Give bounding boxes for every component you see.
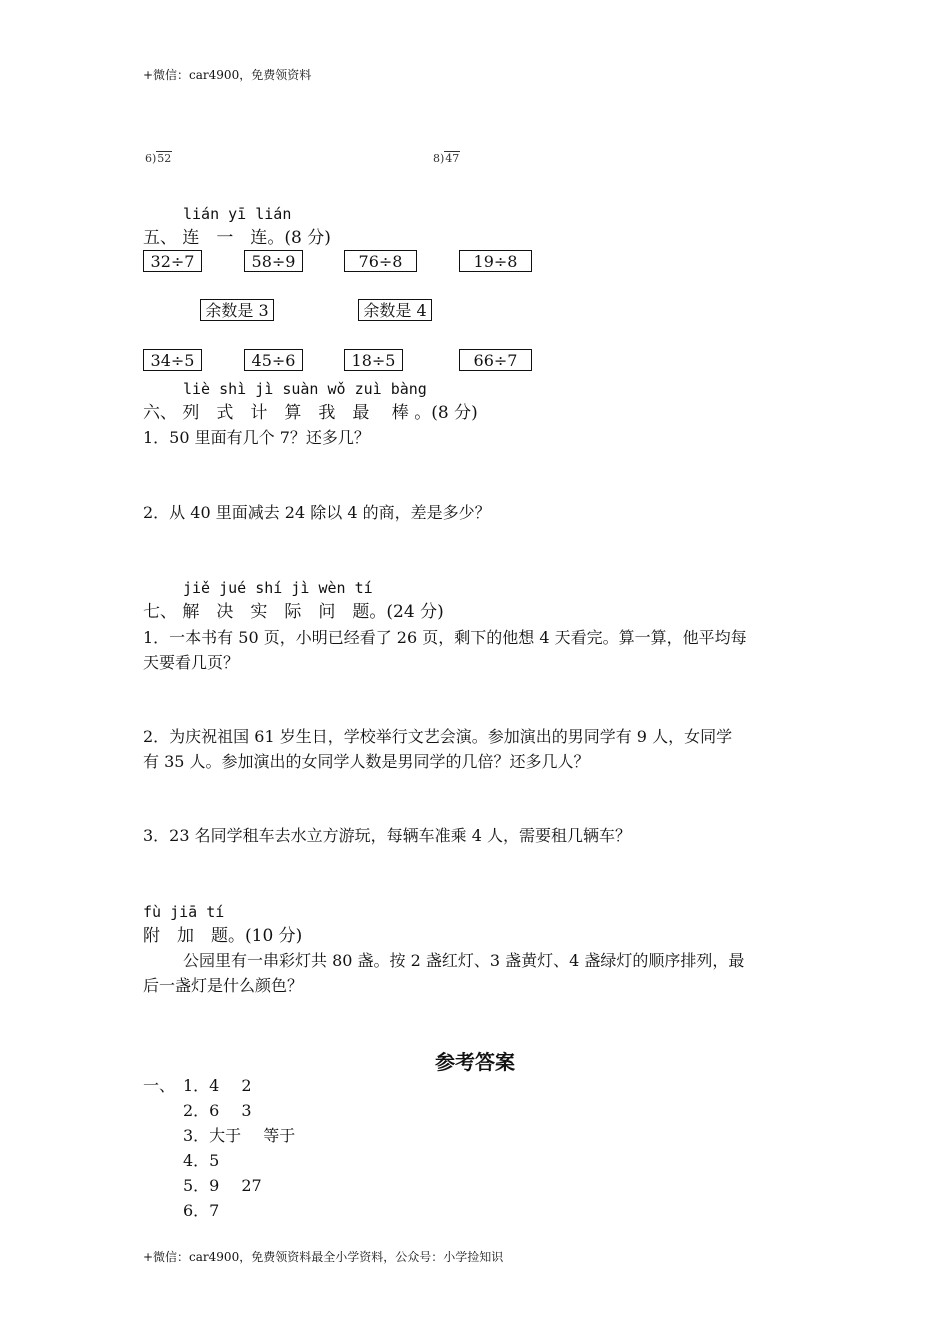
answers-section-prefix: 一、	[143, 1076, 176, 1095]
dividend: 52	[157, 152, 172, 165]
bonus-pinyin: fù jiā tí	[143, 903, 225, 921]
section7-question-1-line2: 天要看几页？	[143, 653, 240, 672]
divisor: 6	[145, 152, 152, 165]
section5-title: 五、 连 一 连。(8 分)	[143, 228, 331, 248]
section5-pinyin: lián yī lián	[183, 205, 292, 223]
long-division-1: 6)52	[145, 152, 172, 165]
match-box-remainder-4[interactable]: 余数是 4	[358, 299, 432, 321]
dividend: 47	[445, 152, 460, 165]
answer-num: 2．6	[183, 1101, 220, 1120]
answer-num: 1．4	[183, 1076, 220, 1095]
match-box-bottom-1[interactable]: 34÷5	[143, 349, 202, 371]
divisor: 8	[433, 152, 440, 165]
match-box-top-1[interactable]: 32÷7	[143, 250, 202, 272]
bonus-question-line1: 公园里有一串彩灯共 80 盏。按 2 盏红灯、3 盏黄灯、4 盏绿灯的顺序排列，最	[183, 951, 745, 970]
section7-pinyin: jiě jué shí jì wèn tí	[183, 579, 373, 597]
match-box-top-4[interactable]: 19÷8	[459, 250, 532, 272]
page-header: +微信：car4900，免费领资料	[143, 68, 312, 82]
answer-num: 4．5	[183, 1151, 220, 1170]
answer-num: 6．7	[183, 1201, 220, 1220]
match-box-top-2[interactable]: 58÷9	[244, 250, 303, 272]
long-division-2: 8)47	[433, 152, 460, 165]
answer-num: 5．9	[183, 1176, 220, 1195]
section6-question-2: 2．从 40 里面减去 24 除以 4 的商，差是多少？	[143, 503, 491, 522]
section7-question-2-line1: 2．为庆祝祖国 61 岁生日，学校举行文艺会演。参加演出的男同学有 9 人，女同学	[143, 727, 733, 746]
answer-extra: 2	[241, 1076, 252, 1095]
section7-title: 七、 解 决 实 际 问 题。(24 分)	[143, 602, 444, 622]
section7-question-3: 3．23 名同学租车去水立方游玩，每辆车准乘 4 人，需要租几辆车？	[143, 826, 631, 845]
answer-num: 3．大于	[183, 1126, 242, 1145]
answer-item	[183, 1173, 262, 1196]
match-box-remainder-3[interactable]: 余数是 3	[200, 299, 274, 321]
bonus-question-line2: 后一盏灯是什么颜色？	[143, 976, 304, 995]
match-box-bottom-2[interactable]: 45÷6	[244, 349, 303, 371]
section6-title: 六、 列 式 计 算 我 最 棒 。(8 分)	[143, 403, 478, 423]
section7-question-2-line2: 有 35 人。参加演出的女同学人数是男同学的几倍？还多几人？	[143, 752, 590, 771]
section6-question-1: 1．50 里面有几个 7？还多几？	[143, 428, 370, 447]
match-box-bottom-3[interactable]: 18÷5	[344, 349, 403, 371]
answer-item	[183, 1098, 252, 1121]
answer-extra: 3	[241, 1101, 252, 1120]
answer-item	[183, 1198, 241, 1221]
section6-pinyin: liè shì jì suàn wǒ zuì bàng	[183, 380, 427, 398]
bonus-title: 附 加 题。(10 分)	[143, 926, 303, 946]
answer-item	[183, 1148, 241, 1171]
match-box-bottom-4[interactable]: 66÷7	[459, 349, 532, 371]
match-box-top-3[interactable]: 76÷8	[344, 250, 417, 272]
section7-question-1-line1: 1．一本书有 50 页，小明已经看了 26 页，剩下的他想 4 天看完。算一算，他平均每	[143, 628, 747, 647]
answer-extra: 27	[241, 1176, 262, 1195]
answer-extra: 等于	[263, 1126, 296, 1145]
answers-title: 参考答案	[435, 1050, 515, 1074]
page-footer: +微信：car4900，免费领资料最全小学资料，公众号：小学捡知识	[143, 1250, 504, 1264]
answer-item	[183, 1073, 252, 1096]
answer-item	[183, 1123, 295, 1146]
